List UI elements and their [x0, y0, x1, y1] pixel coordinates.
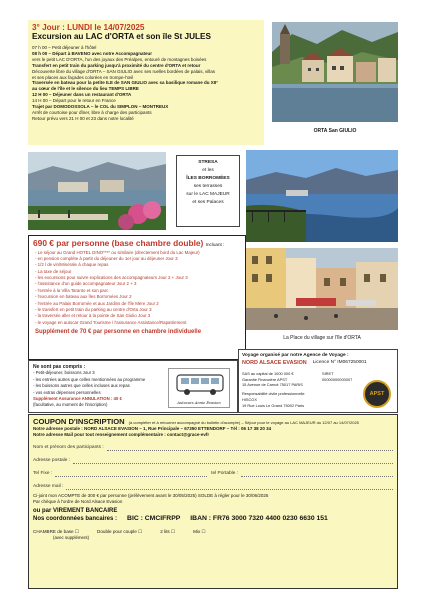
- coupon-title-note: (à compléter et à retourner accompagné du bulletin d'acompte) – Séjour pour le voyage au LAC MAJEUR du 12/07 au 14/07/2025: [128, 420, 359, 425]
- orta-san-giulio-photo: [272, 22, 398, 122]
- single-room-supplement: Supplément de 70 € par personne en chambre individuelle: [35, 329, 202, 335]
- schedule-line: au cœur de l'île et le silence du lieu TEMPS LIBRE: [32, 86, 139, 92]
- orta-caption: ORTA San GIULIO: [313, 128, 357, 134]
- lake-maggiore-photo: [246, 150, 398, 242]
- coach-logo-text: Autocars Annie Evasion: [177, 400, 221, 405]
- not-included-title: Ne sont pas compris :: [33, 364, 86, 370]
- orta-square-caption: La Place du village sur l'île d'ORTA: [283, 335, 361, 341]
- room-option-base[interactable]: CHAMBRE de base ☐: [33, 528, 80, 534]
- include-item: - La taxe de séjour: [35, 268, 72, 274]
- bank-details-label: Nos coordonnées bancaires :: [33, 516, 118, 523]
- stresa-line: STRESA: [198, 160, 218, 165]
- apst-badge-icon: [363, 380, 391, 408]
- insurance-note: (facultative, au moment de l'inscription): [33, 402, 108, 408]
- cancellation-insurance: Supplément Assurance ANNULATION : 40 €: [33, 396, 122, 401]
- room-option-double[interactable]: Double pour couple ☐: [97, 528, 143, 534]
- include-item: - le voyage en autocar Grand Tourisme / l'assurance Assistance/Rapatriement: [35, 319, 187, 325]
- include-item: - en pension complète à partir du déjeuner du 1er jour au déjeuner Jour 3: [35, 255, 178, 261]
- include-item: - l'assistance d'un guide accompagnateur Jour 2 + 3: [35, 281, 137, 287]
- schedule-line: Retour prévu vers 21 H 00 et 23 dans notre localité: [32, 116, 134, 122]
- phone-label: Tel Fixe :: [33, 471, 53, 477]
- email-field[interactable]: [33, 477, 393, 490]
- agency-detail: Garantie Financière APST: [242, 376, 288, 382]
- stresa-line: et les: [202, 167, 214, 173]
- not-included-item: - vos extras dépenses personnelles: [33, 389, 101, 395]
- day3-program-block: [28, 20, 264, 145]
- orta-square-photo: [246, 248, 398, 330]
- bank-transfer-title: ou par VIREMENT BANCAIRE: [33, 507, 118, 514]
- include-item: - la traversée aller et retour à la pointe de San Giulio Jour 3: [35, 313, 151, 319]
- excursion-title: Excursion au LAC d'ORTA et son île St JULES: [32, 32, 211, 42]
- email-label: Adresse mail :: [33, 484, 64, 490]
- stresa-line: sur le LAC MAJEUR: [186, 191, 230, 197]
- coupon-address: Notre adresse postale : NORD ALSACE EVASION – 1, Rue Principale – 67350 ETTENDORF – Tél : 06 17 38 20 34: [33, 426, 272, 432]
- schedule-line: Traversée en bateau pour la petite ILE de SAN GIULIO avec sa basilique romane du XII°: [32, 80, 219, 86]
- schedule-line: Transfert en petit train du parking jusqu'à proximité du centre d'ORTA et retour: [32, 62, 201, 68]
- room-option-twin[interactable]: 2 lits ☐: [160, 528, 176, 534]
- price-box: [28, 235, 246, 360]
- schedule-line: 07 h 00 – Petit déjeuner à l'hôtel: [32, 44, 97, 50]
- stresa-line: ses terrasses: [193, 183, 223, 189]
- agency-detail: 15 Avenue de Carnot 75017 PARIS: [242, 382, 303, 388]
- stresa-line: ÎLES BORROMÉES: [186, 175, 230, 181]
- agency-license: Licence N° IM067250001: [312, 359, 367, 365]
- include-item: - l'entrée au Palais Borromée et aux Jardins de l'île Mère Jour 2: [35, 300, 159, 306]
- price-includes-list: [29, 249, 245, 328]
- postal-address-label: Adresse postale :: [33, 458, 71, 464]
- coupon-title: COUPON D'INSCRIPTION: [33, 417, 125, 426]
- schedule-line: Trajet par DOMODOSSOLA – le COL du SIMPLON – MONTREUX: [32, 104, 169, 110]
- cheque-order-line: Par chèque à l'ordre de Nord Alsace Evasion: [33, 499, 123, 505]
- not-included-item: - les entrées autres que celles mentionnées au programme: [33, 376, 146, 382]
- participants-field[interactable]: [33, 438, 393, 451]
- agency-title: Voyage organisé par notre Agence de Voyage :: [242, 353, 349, 358]
- stresa-line: et ses Palaces: [192, 199, 224, 205]
- include-item: - Le séjour au Grand HOTEL DINO**** ou similaire (directement bord du Lac Majeur): [35, 249, 200, 255]
- deposit-line: Ci-joint mon ACOMPTE de 300 € par personne (prélèvement avant le 30/05/2025) SOLDE à régler pour le 30/06/2025: [33, 493, 269, 499]
- iban-code: IBAN : FR76 3000 7320 4400 0230 6630 151: [190, 515, 328, 523]
- bic-code: BIC : CMCIFRPP: [127, 515, 181, 523]
- agency-detail: HISCOX: [242, 397, 257, 403]
- agency-detail: SAS au capital de 1000 000 €: [242, 370, 294, 376]
- coupon-email: Notre adresse Mail pour tout renseignement complémentaire : contact@grace-evfr: [33, 432, 210, 438]
- stresa-islands-box: [176, 155, 240, 227]
- apst-badge-text: APST: [369, 390, 385, 397]
- phone-field[interactable]: [33, 464, 393, 477]
- includes-label: Incluant :: [205, 242, 225, 247]
- not-included-item: - Petit-déjeuner, boissons Jour 3: [33, 370, 95, 376]
- not-included-item: - les boissons autres que celles incluses aux repas: [33, 383, 130, 389]
- coach-logo: [168, 368, 230, 408]
- schedule-line: 14 H 00 – Départ pour le retour en France: [32, 98, 116, 104]
- agency-box: [238, 349, 398, 413]
- participants-label: Nom et prénom des participants :: [33, 445, 104, 451]
- schedule-line: vers le petit LAC D'ORTA, l'un des joyaux des Préalpes, entouré de montagnes boisées: [32, 56, 207, 62]
- mobile-label: tel Portable :: [211, 471, 239, 477]
- registration-coupon: [28, 414, 398, 589]
- postal-address-field[interactable]: [33, 451, 393, 464]
- day3-schedule: [32, 45, 260, 122]
- day-title: 3° Jour : LUNDI le 14/07/2025: [32, 23, 145, 32]
- schedule-line: 08 h 00 – Départ à BAVENO avec notre Accompagnateur: [32, 50, 153, 56]
- include-item: - l'excursion en bateau aux îles Borromées Jour 2: [35, 294, 132, 300]
- stresa-lake-photo: [28, 152, 166, 230]
- agency-detail: SIRET 00000000000007: [322, 370, 353, 382]
- price-headline: 690 € par personne (base chambre double) Incluant :: [33, 238, 225, 248]
- schedule-line: 12 H 00 – Déjeuner dans un restaurant d'ORTA: [32, 92, 132, 98]
- include-item: - les excursions pour suivre explications des accompagnateurs Jour 2 + Jour 3: [35, 275, 188, 280]
- schedule-line: et ses places aux façades colorées en trompe-l'œil: [32, 74, 134, 80]
- room-supplement-note: (avec supplément): [53, 534, 90, 540]
- agency-detail: Responsabilité civile professionnelle: [242, 391, 305, 397]
- include-item: - l'entrée à la Villa Taranto et son parc: [35, 287, 109, 293]
- schedule-line: Arrêt de courtoise pour dîner, libre à charge des participants: [32, 110, 152, 116]
- include-item: - 1/2 l de vin/Minérale à chaque repas: [35, 262, 109, 268]
- agency-detail: 19 Rue Louis Le Grand 75002 Paris: [242, 403, 305, 409]
- schedule-line: Découverte libre du village d'ORTA – SAN GIULIO avec ses ruelles bordées de palais, villas: [32, 68, 216, 74]
- include-item: - le transfert en petit train du parking au centre d'Orta Jour 3: [35, 306, 152, 312]
- room-option-mix[interactable]: Mix ☐: [193, 528, 206, 534]
- agency-name: NORD ALSACE EVASION: [242, 359, 307, 366]
